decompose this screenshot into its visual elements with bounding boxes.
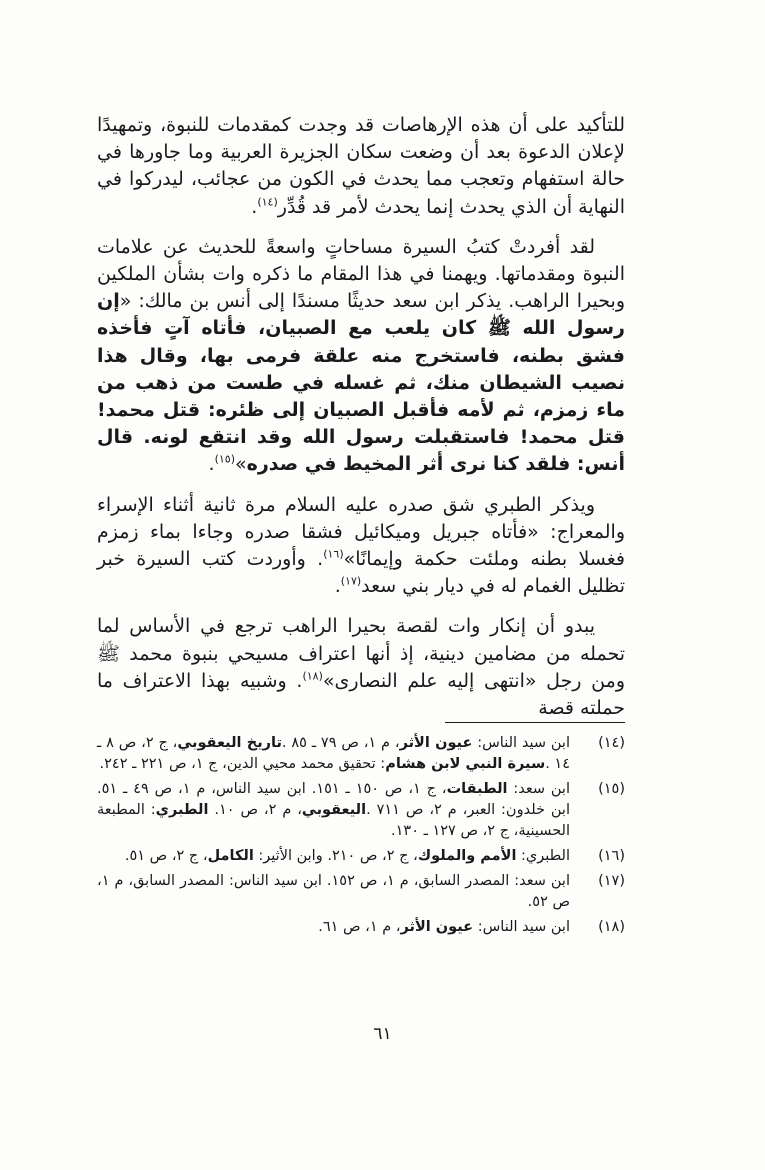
text-run: : المطبعة الحسينية، ج ٢، ص ١٢٧ ـ ١٣٠.: [97, 802, 570, 839]
footnote-number: (١٨): [598, 919, 625, 935]
footnote-ref: (١٦): [323, 547, 344, 561]
text-run: ، م ١، ص ٧٩ ـ ٨٥ .: [281, 735, 400, 751]
footnote-text: [97, 781, 570, 839]
footnote-ref: (١٧): [340, 574, 362, 588]
paragraph: [97, 234, 625, 479]
text-run: للتأكيد على أن هذه الإرهاصات قد وجدت كمقدمات للنبوة، وتمهيدًا لإعلان الدعوة بعد أن وضعت سكان الجزيرة العربية وما جاورها في حالة استفهام وتعجب مما يحدث في الكون من عجائب، ليدركوا في النهاية أن الذي يحدث إنما يحدث لأمر قد قُدِّر: [97, 114, 625, 218]
footnote-ref: (١٥): [214, 453, 236, 467]
footnote: [97, 733, 625, 775]
bold-text: الطبري: [155, 802, 209, 818]
text-run: ابن سعد:: [507, 781, 570, 797]
footnote: [97, 779, 625, 842]
paragraph: [97, 492, 625, 601]
page-number: ٦١: [373, 1024, 392, 1044]
bold-text: عيون الأثر: [400, 919, 474, 935]
footnote: [97, 917, 625, 938]
bold-text: الطبقات: [446, 781, 508, 797]
text-run: . وشبيه بهذا الاعتراف ما حملته قصة: [97, 669, 625, 720]
text-run: ابن سيد الناس:: [472, 735, 570, 751]
text-run: ابن سعد: المصدر السابق، م ١، ص ١٥٢. ابن سيد الناس: المصدر السابق، م ١، ص ٥٢.: [97, 873, 570, 910]
text-run: ، م ٢، ص ١٠.: [208, 802, 302, 818]
text-run: .: [334, 575, 341, 598]
paragraph: [97, 112, 625, 221]
text-run: ، ج ٢، ص ٢١٠. وابن الأثير:: [253, 848, 418, 864]
text-run: ، م ١، ص ٦١.: [318, 919, 401, 935]
bold-text: اليعقوبي: [301, 802, 367, 818]
text-run: ، ج ٢، ص ٥١.: [124, 848, 208, 864]
text-run: »: [235, 453, 247, 476]
text-run: ويذكر الطبري شق صدره عليه السلام مرة ثانية أثناء الإسراء والمعراج: «فأتاه جبريل وميكائيل فشقا صدره وجاءا بماء زمزم فغسلا بطنه وملئت حكمة وإيمانًا»: [97, 493, 625, 571]
text-run: ابن سيد الناس:: [473, 919, 570, 935]
footnote-number: (١٦): [598, 848, 625, 864]
bold-text: سيرة النبي لابن هشام: [385, 756, 546, 772]
body-text: [97, 112, 625, 735]
text-run: الطبري:: [516, 848, 570, 864]
footnote-separator: [445, 722, 625, 723]
bold-text: الكامل: [207, 848, 254, 864]
text-run: لقد أفردتْ كتبُ السيرة مساحاتٍ واسعةً للحديث عن علامات النبوة ومقدماتها. ويهمنا في هذا المقام ما ذكره وات بشأن الملكين وبحيرا الراهب. يذكر ابن سعد حديثًا مسندًا إلى أنس بن مالك: «: [97, 235, 625, 313]
footnote-text: [125, 848, 570, 864]
bold-text: إن رسول الله ﷺ كان يلعب مع الصبيان، فأتاه آتٍ فأخذه فشق بطنه، فاستخرج منه علقة فرمى بها، وقال هذا نصيب الشيطان منك، ثم غسله في طست من ذهب من ماء زمزم، ثم لأمه فأقبل الصبيان إلى ظئره: قتل محمد! قتل محمد! فاستقبلت رسول الله وقد انتقع لونه. قال أنس: فلقد كنا نرى أثر المخيط في صدره: [97, 290, 625, 476]
text-run: .: [208, 453, 215, 476]
footnote-ref: (١٤): [257, 195, 278, 209]
footnotes: [97, 733, 625, 942]
bold-text: تاريخ اليعقوبي: [177, 735, 282, 751]
footnote-number: (١٧): [598, 873, 625, 889]
footnote-number: (١٥): [598, 781, 625, 797]
text-run: : تحقيق محمد محيي الدين، ج ١، ص ٢٢١ ـ ٢٤٢.: [99, 756, 386, 772]
footnote-text: [318, 919, 570, 935]
footnote: [97, 871, 625, 913]
text-run: ، ج ٢، ص ٨ ـ ١٤ .: [97, 735, 570, 772]
footnote-number: (١٤): [598, 735, 625, 751]
text-run: . وأوردت كتب السيرة خبر تظليل الغمام له في ديار بني سعد: [97, 548, 625, 598]
bold-text: عيون الأثر: [399, 735, 473, 751]
footnote-text: [97, 873, 570, 910]
footnote-ref: (١٨): [302, 669, 323, 683]
paragraph: [97, 613, 625, 722]
footnote-text: [97, 735, 570, 772]
text-run: ، ج ١، ص ١٥٠ ـ ١٥١. ابن سيد الناس، م ١، ص ٤٩ ـ ٥١. ابن خلدون: العبر، م ٢، ص ٧١١ .: [97, 781, 570, 818]
text-run: يبدو أن إنكار وات لقصة بحيرا الراهب ترجع في الأساس لما تحمله من مضامين دينية، إذ أنها اعتراف مسيحي بنبوة محمد ﷺ ومن رجل «انتهى إليه علم النصارى»: [97, 615, 625, 692]
text-run: .: [251, 195, 258, 218]
bold-text: الأمم والملوك: [417, 848, 517, 864]
footnote: [97, 846, 625, 867]
